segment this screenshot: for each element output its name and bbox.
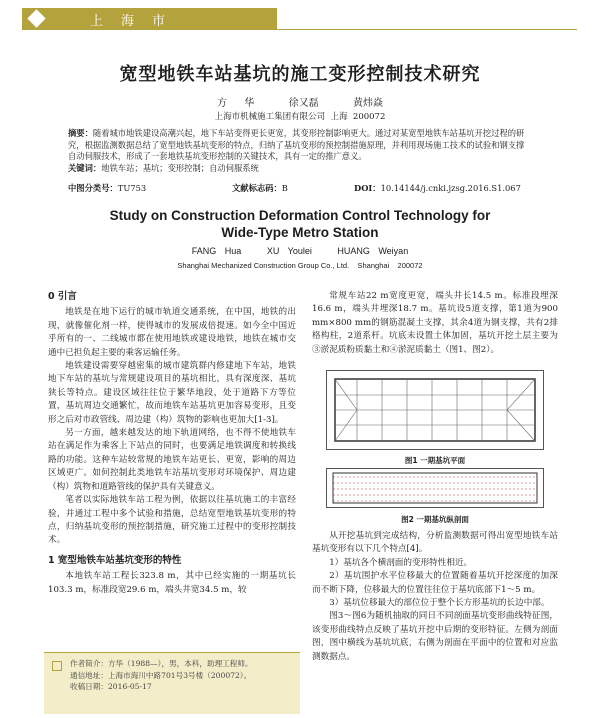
footnote-icon [52,661,62,671]
title-en-line1: Study on Construction Deformation Control Technology for [109,208,491,223]
abstract-label: 摘要： [68,128,93,138]
left-column [48,290,296,597]
section-0-para-4: 笔者以实际地铁车站工程为例，依据以往基坑施工的丰富经验，并通过工程中多个试验和措施，总结宽型地铁基坑变形的特点，归纳基坑变形的预控制措施，研究施工过程中的变形控制技术。 [48,495,296,546]
paper-title-en [0,207,600,241]
affiliation-en: Shanghai Mechanized Construction Group Co., Ltd. Shanghai 200072 [177,261,423,270]
section-0-para-3: 另一方面，越来越发达的地下轨道网络，也不得不使地铁车站在满足作为乘客上下站点的同时，也要满足地铁调度和转换线路的功能。这种车站较常规的地铁车站更长、更宽，影响的周边区域更广。如何控制此类地铁车站基坑变形对环境保护、周边建（构）筑物和道路管线的保护具有关键意义。 [48,428,296,492]
right-item-3: 3）基坑位移最大的部位位于整个长方形基坑的长边中部。 [329,598,550,609]
section-0-para-1: 地铁是在地下运行的城市轨道交通系统，在中国，地铁的出现，就像催化剂一样，使得城市的发展成倍提速。如今全中国近乎所有的一、二线城市都在使用地铁或建设地铁，地铁在城市交通中已担负起主要的乘客运输任务。 [48,307,296,358]
figure-1-plan [326,370,544,450]
doc-code-label: 文献标志码： [232,183,282,193]
section-1-para-1: 本地铁车站工程长323.8 m，其中已经实施的一期基坑长103.3 m，标准段宽29.6 m，端头井宽34.5 m，较 [48,571,296,595]
abstract-text: 随着城市地铁建设高潮兴起，地下车站变得更长更宽，其变形控制影响更大。通过对某宽型地铁车站基坑开挖过程的研究，根据监测数据总结了宽型地铁基坑变形的特点，归纳了基坑变形的预控制措施原理，并利用现场施工技术的试验和钢支撑自动伺服技术，形成了一套地铁基坑变形控制的关键技术，具有一定的推广意义。 [68,128,525,161]
doi-row [354,182,521,194]
paper-title-cn: 宽型地铁车站基坑的施工变形控制技术研究 [119,64,481,85]
plan-drawing [327,371,543,449]
section-0-para-2: 地铁建设需要穿越密集的城市建筑群内修建地下车站，地铁地下车站的基坑与常规建设项目的基坑相比，具有深度深、基坑狭长等特点。建设区域往往位于繁华地段，处于道路下方等位置，基坑周边交通繁忙，故而地铁车站基坑更加容易变形，且变形之后对市政管线、周边建（构）筑物的影响也更加大[1-3]。 [48,361,296,425]
doi-label: DOI： [354,183,381,193]
footnote-line-3: 收稿日期：2016-05-17 [70,682,152,691]
doc-code-value: B [281,183,288,193]
doc-code-row [232,182,288,194]
right-item-2: 2）基坑围护水平位移最大的位置随着基坑开挖深度的加深而不断下降，位移最大的位置往往位于基坑底部下1～5 m。 [312,571,558,595]
figure-2-section [326,468,544,508]
section-0-heading: 0 引言 [48,291,77,302]
authors-cn: 方 华 徐又磊 黄炜焱 [217,98,383,109]
abstract [68,128,532,174]
figure-1-caption: 图1 一期基坑平面 [404,456,466,465]
clc-row [68,182,146,194]
footnote-line-2: 通信地址：上海市海川中路701号3号楼（200072）。 [70,670,252,680]
right-para-3: 图3～图6为随机抽取的同日不同剖面基坑变形曲线特征图，该变形曲线特点反映了基坑开挖中后期的变形特征。左侧为剖面图，图中横线为基坑坑底，右侧为剖面在平面中的位置和对应监测数据点。 [312,611,558,662]
footnote-line-1: 作者简介：方华（1988—），男，本科，助理工程师。 [70,659,253,668]
doi-value: 10.14144/j.cnki.jzsg.2016.S1.067 [380,183,521,193]
clc-label: 中图分类号： [68,183,118,193]
right-item-1: 1）基坑各个横剖面的变形特性相近。 [329,557,473,568]
clc-value: TU753 [117,183,147,193]
right-para-1: 常规车站22 m宽度更宽，端头井长14.5 m。标准段埋深16.6 m，端头井埋深18.7 m。基坑设5道支撑，第1道为900 mm×800 mm的钢筋混凝土支撑，其余4道为钢支撑，共有2排格构柱，2道系杆。坑底未设置土体加固，基坑开挖土层主要为③淤泥质粉质黏土和④淤泥质黏土（图1、图2）。 [312,291,558,355]
section-drawing [327,469,543,507]
title-en-line2: Wide-Type Metro Station [221,225,379,240]
header-rule [277,29,577,30]
authors-en: FANG Hua XU Youlei HUANG Weiyan [191,246,409,256]
figure-2-caption: 图2 一期基坑纵剖面 [401,515,469,524]
section-1-heading: 1 宽型地铁车站基坑变形的特性 [48,554,182,566]
right-column-top [312,290,558,370]
keywords-label: 关键词： [68,162,102,173]
keywords: 地铁车站；基坑；变形控制；自动伺服系统 [101,162,259,173]
right-para-2: 从开挖基坑到完成结构，分析监测数据可得出宽型地铁车站基坑变形有以下几个特点[4]。 [312,531,558,555]
journal-name: 上海市 [90,14,184,29]
right-column-bottom [312,530,558,664]
affiliation-cn: 上海市机械施工集团有限公司 上海 200072 [214,112,386,122]
author-footnote [44,652,300,714]
